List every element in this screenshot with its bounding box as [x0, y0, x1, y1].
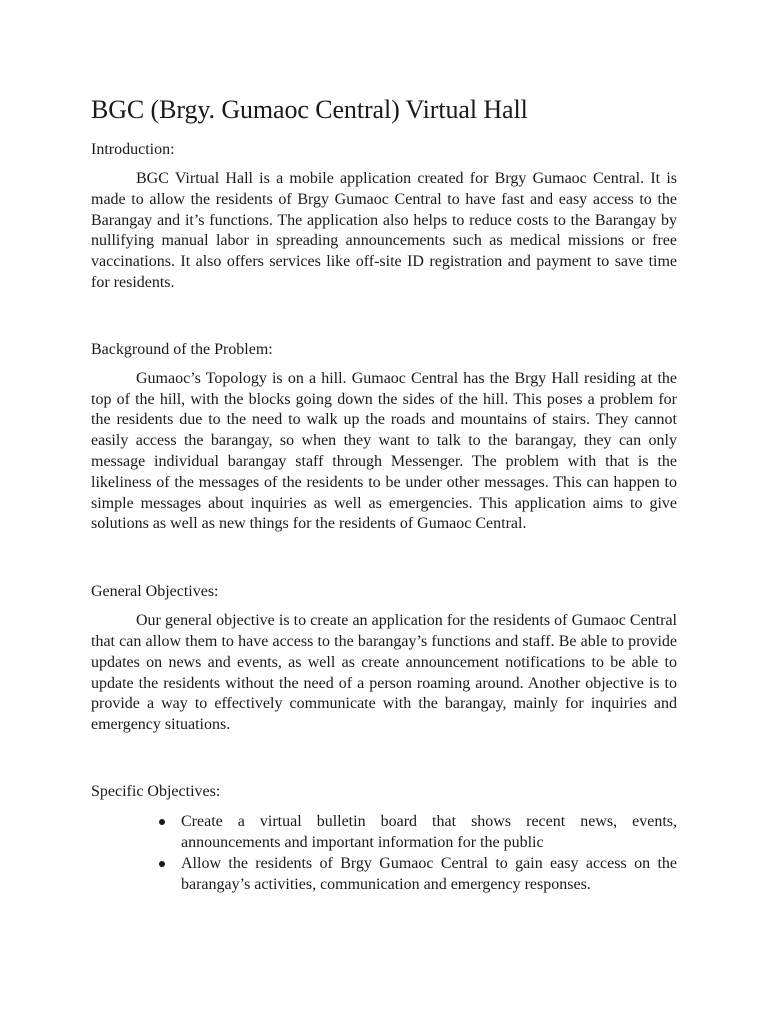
section-heading-introduction: Introduction:	[91, 141, 175, 158]
section-introduction	[91, 139, 677, 294]
section-heading-general-objectives: General Objectives:	[91, 583, 219, 601]
list-item-text: Allow the residents of Brgy Gumaoc Central to gain easy access on the barangay’s activities, communication and emergency responses.	[181, 854, 677, 893]
list-item	[181, 811, 677, 853]
paragraph-general-objectives: Our general objective is to create an application for the residents of Gumaoc Central that can allow them to have access to the barangay’s functions and staff. Be able to provide updates on news and events, as well as create announcement notifications to be able to update the residents without the need of a person roaming around. Another objective is to provide a way to effectively communicate with the barangay, mainly for inquiries and emergency situations.	[91, 612, 677, 734]
section-general-objectives	[91, 581, 677, 736]
list-item	[181, 853, 677, 895]
section-specific-objectives	[91, 781, 677, 895]
list-item-text: Create a virtual bulletin board that shows recent news, events, announcements and important information for the public	[181, 812, 677, 851]
section-background	[91, 339, 677, 535]
paragraph-introduction: BGC Virtual Hall is a mobile application created for Brgy Gumaoc Central. It is made to allow the residents of Brgy Gumaoc Central to have fast and easy access to the Barangay and it’s functions. The application also helps to reduce costs to the Barangay by nullifying manual labor in spreading announcements such as medical missions or free vaccinations. It also offers services like off-site ID registration and payment to save time for residents.	[91, 170, 677, 291]
bullet-icon	[159, 819, 165, 825]
document-page	[91, 94, 677, 895]
document-title: BGC (Brgy. Gumaoc Central) Virtual Hall	[91, 95, 528, 124]
paragraph-background: Gumaoc’s Topology is on a hill. Gumaoc Central has the Brgy Hall residing at the top of the hill, with the blocks going down the sides of the hill. This poses a problem for the residents due to the need to walk up the roads and mountains of stairs. They cannot easily access the barangay, so when they want to talk to the barangay, they can only message individual barangay staff through Messenger. The problem with that is the likeliness of the messages of the residents to be under other messages. This can happen to simple messages about inquiries as well as emergencies. This application aims to give solutions as well as new things for the residents of Gumaoc Central.	[91, 369, 677, 533]
bullet-icon	[159, 861, 165, 867]
bullet-list	[91, 811, 677, 895]
section-heading-specific-objectives: Specific Objectives:	[91, 782, 221, 800]
section-heading-background: Background of the Problem:	[91, 340, 273, 358]
